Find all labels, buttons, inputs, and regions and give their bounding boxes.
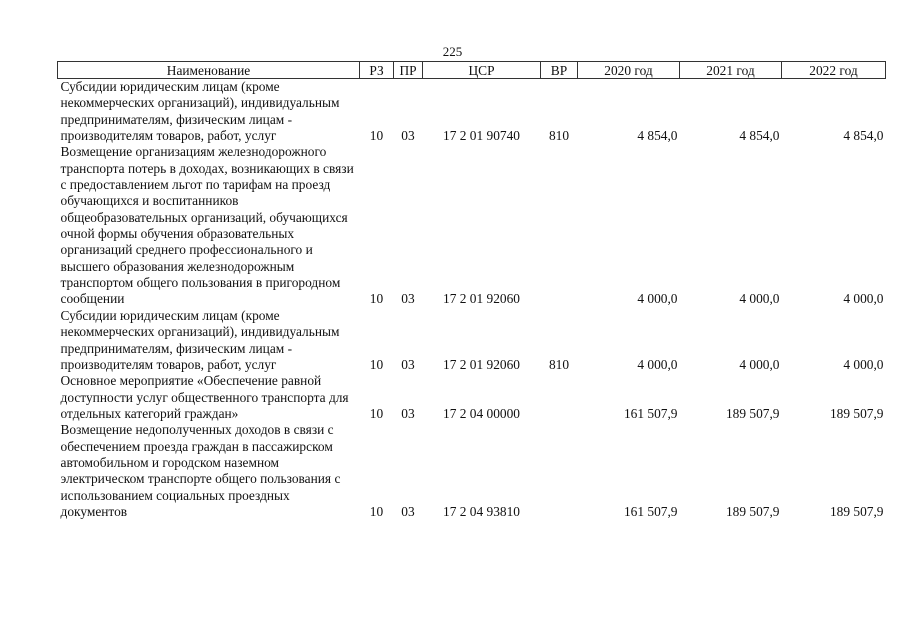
row-vr: 810 <box>548 128 570 144</box>
row-2021: 189 507,9 <box>725 503 780 519</box>
row-2022: 4 000,0 <box>843 291 884 307</box>
page-number: 225 <box>442 44 463 59</box>
row-2020: 4 854,0 <box>637 128 678 144</box>
row-name: Субсидии юридическим лицам (кроме некоммерческих организаций), индивидуальным предпринимателям, физическим лицам - производителям товаров, работ, услуг <box>60 79 340 144</box>
row-rz: 10 <box>369 356 384 372</box>
row-vr <box>541 144 578 307</box>
header-name: Наименование <box>58 62 360 79</box>
row-name: Субсидии юридическим лицам (кроме некоммерческих организаций), индивидуальным предпринимателям, физическим лицам - производителям товаров, работ, услуг <box>60 307 340 372</box>
row-pr: 03 <box>401 356 415 372</box>
row-pr: 03 <box>401 405 415 421</box>
table-row <box>58 79 886 145</box>
row-name: Возмещение организациям железнодорожного транспорта потерь в доходах, возникающих в связи с предоставлением льгот по тарифам на проезд обучающихся и воспитанников общеобразовательных организаций, обучающихся очной формы обучения образовательных организаций среднего профессионального и высшего образования железнодорожным транспортом общего пользования в пригородном сообщении <box>60 144 354 307</box>
row-2021: 189 507,9 <box>725 405 780 421</box>
row-csr: 17 2 01 90740 <box>443 128 520 144</box>
row-2022: 189 507,9 <box>829 503 884 519</box>
row-vr: 810 <box>548 356 570 372</box>
row-rz: 10 <box>369 503 384 519</box>
row-vr <box>541 422 578 520</box>
row-2022: 4 854,0 <box>843 128 884 144</box>
row-pr: 03 <box>401 503 415 519</box>
row-csr: 17 2 04 00000 <box>443 405 520 421</box>
row-2021: 4 854,0 <box>739 128 780 144</box>
row-2022: 189 507,9 <box>829 405 884 421</box>
row-name: Возмещение недополученных доходов в связи с обеспечением проезда граждан в пассажирском автомобильном и городском наземном электрическом транспорте общего пользования с использованием социальных проездных документов <box>60 422 341 519</box>
row-rz: 10 <box>369 405 384 421</box>
header-rz: РЗ <box>360 62 394 79</box>
row-rz: 10 <box>369 128 384 144</box>
row-csr: 17 2 01 92060 <box>443 291 520 307</box>
row-2021: 4 000,0 <box>739 356 780 372</box>
table-row <box>58 144 886 307</box>
table-row <box>58 422 886 520</box>
row-pr: 03 <box>401 128 415 144</box>
row-csr: 17 2 01 92060 <box>443 356 520 372</box>
row-2021: 4 000,0 <box>739 291 780 307</box>
row-name: Основное мероприятие «Обеспечение равной доступности услуг общественного транспорта для отдельных категорий граждан» <box>60 373 349 421</box>
header-csr: ЦСР <box>423 62 541 79</box>
budget-table <box>57 61 886 520</box>
row-2020: 4 000,0 <box>637 291 678 307</box>
table-header-row <box>58 62 886 79</box>
header-2020: 2020 год <box>578 62 680 79</box>
row-2020: 4 000,0 <box>637 356 678 372</box>
header-pr: ПР <box>394 62 423 79</box>
header-vr: ВР <box>541 62 578 79</box>
table-row <box>58 308 886 373</box>
row-2020: 161 507,9 <box>623 503 678 519</box>
row-vr <box>541 373 578 422</box>
row-rz: 10 <box>369 291 384 307</box>
table-row <box>58 373 886 422</box>
row-csr: 17 2 04 93810 <box>443 503 520 519</box>
header-2022: 2022 год <box>782 62 886 79</box>
header-2021: 2021 год <box>680 62 782 79</box>
row-pr: 03 <box>401 291 415 307</box>
row-2020: 161 507,9 <box>623 405 678 421</box>
row-2022: 4 000,0 <box>843 356 884 372</box>
